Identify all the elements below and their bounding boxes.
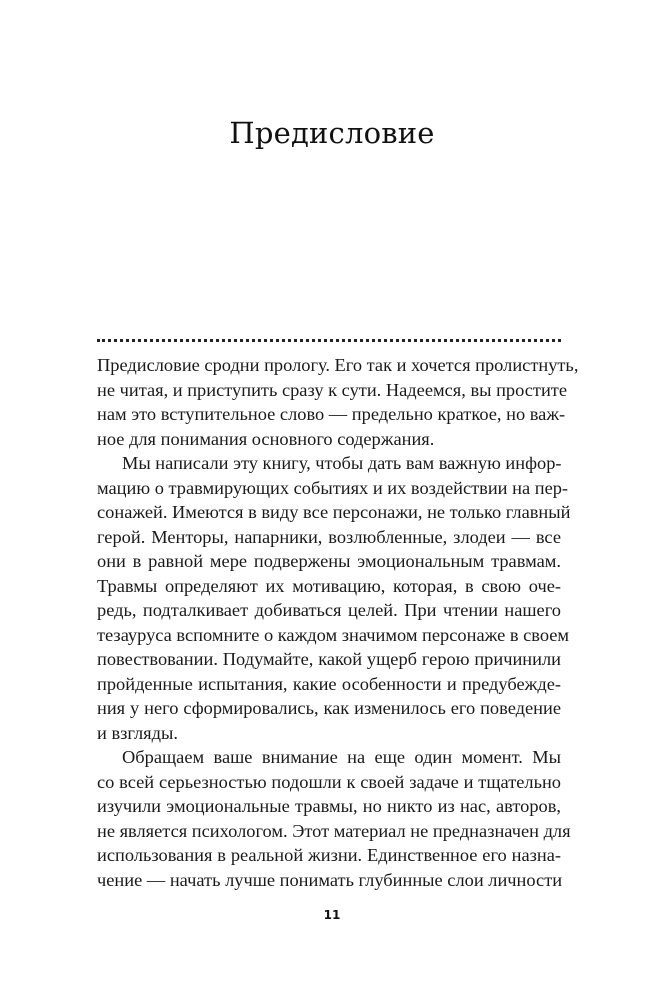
page-number: 11 <box>323 908 341 922</box>
body-text <box>97 353 579 892</box>
text-line: Мы написали эту книгу, чтобы дать вам важную инфор- <box>122 453 562 473</box>
text-line: они в равной мере подвержены эмоциональным травмам. <box>97 551 561 571</box>
text-line: нам это вступительное слово — предельно краткое, но важ- <box>97 404 566 424</box>
text-line: тезауруса вспомните о каждом значимом персонаже в своем <box>97 624 570 645</box>
text-line: мацию о травмирующих событиях и их воздействии на пер- <box>97 477 569 498</box>
text-line: повествовании. Подумайте, какой ущерб герою причинили <box>97 649 561 669</box>
text-line: чение — начать лучше понимать глубинные слои личности <box>97 869 563 890</box>
text-line: Предисловие сродни прологу. Его так и хочется пролистнуть, <box>97 355 579 375</box>
text-line: пройденные испытания, какие особенности и предубежде- <box>97 673 561 694</box>
text-line: ния у него сформировались, как изменилось его поведение <box>97 698 561 718</box>
text-line: и взгляды. <box>97 722 178 743</box>
chapter-title: Предисловие <box>229 116 435 150</box>
text-line: редь, подталкивает добиваться целей. При чтении нашего <box>97 600 561 620</box>
text-line: Обращаем ваше внимание на еще один момент. Мы <box>122 747 561 767</box>
text-line: изучили эмоциональные травмы, но никто из нас, авторов, <box>97 796 561 816</box>
text-line: не является психологом. Этот материал не предназначен для <box>97 820 571 841</box>
text-line: Травмы определяют их мотивацию, которая, в свою оче- <box>97 575 561 596</box>
text-line: сонажей. Имеются в виду все персонажи, не только главный <box>97 502 571 522</box>
text-line: использования в реальной жизни. Единственное его назна- <box>97 845 561 865</box>
text-line: со всей серьезностью подошли к своей задаче и тщательно <box>97 771 561 792</box>
dotted-divider <box>97 339 561 342</box>
text-line: герой. Менторы, напарники, возлюбленные, злодеи — все <box>97 526 561 547</box>
text-line: не читая, и приступить сразу к сути. Надеемся, вы простите <box>97 379 568 400</box>
text-line: ное для понимания основного содержания. <box>97 428 435 449</box>
